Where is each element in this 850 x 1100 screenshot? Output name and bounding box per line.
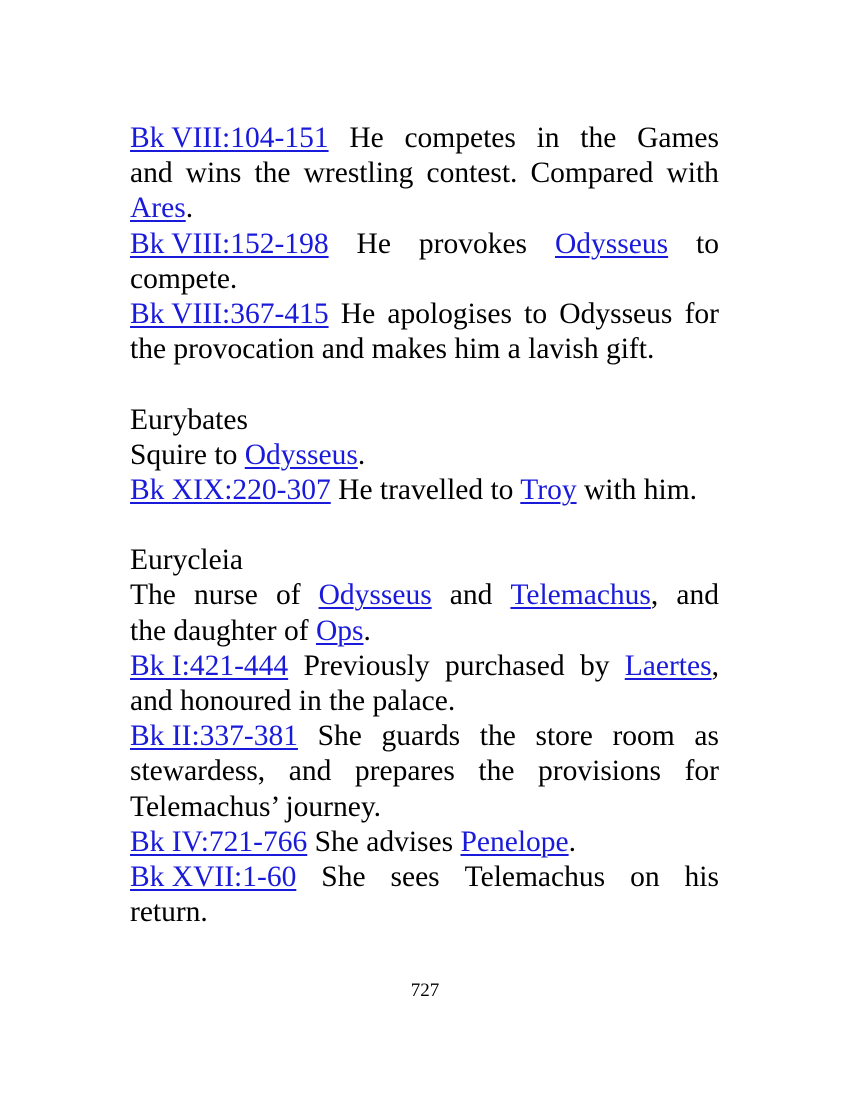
- body-text: guards: [381, 720, 461, 753]
- reference-link[interactable]: Bk XVII:1-60: [130, 860, 297, 893]
- reference-link[interactable]: Bk I:421-444: [130, 649, 289, 682]
- word-group: [666, 156, 718, 191]
- word-group: [358, 439, 365, 471]
- text-line: [130, 719, 719, 754]
- word-group: [130, 615, 316, 647]
- text-line: [130, 895, 719, 930]
- body-text: She: [317, 720, 362, 753]
- word-group: [524, 297, 547, 332]
- body-text: by: [579, 649, 610, 682]
- reference-link[interactable]: Bk VIII:104-151: [130, 122, 329, 154]
- body-text: the: [580, 122, 617, 154]
- body-text: .: [357, 438, 366, 471]
- word-group: [559, 297, 672, 332]
- word-group: [289, 754, 332, 789]
- word-group: [510, 578, 658, 613]
- body-text: He: [356, 227, 391, 260]
- body-text: stewardess,: [130, 755, 266, 788]
- word-group: [555, 227, 668, 262]
- word-group: [580, 649, 610, 684]
- body-text: .: [363, 614, 371, 647]
- body-text: apologises: [387, 297, 512, 330]
- word-group: [130, 826, 307, 858]
- body-text: Games: [637, 122, 719, 154]
- entry-block: [130, 543, 719, 930]
- word-group: [186, 156, 242, 191]
- punctuation: ,: [650, 579, 659, 612]
- body-text: the: [478, 755, 515, 788]
- body-text: prepares: [354, 755, 455, 788]
- body-text: in: [536, 122, 560, 154]
- body-text: Telemachus: [464, 860, 606, 893]
- reference-link[interactable]: Bk VIII:152-198: [130, 227, 329, 260]
- reference-link[interactable]: Odysseus: [555, 227, 669, 260]
- reference-link[interactable]: Troy: [520, 473, 577, 506]
- text-line: [130, 297, 719, 332]
- body-text: He: [349, 122, 384, 154]
- paragraph-gap: [130, 508, 719, 543]
- word-group: [130, 439, 245, 471]
- text-line: [130, 543, 719, 578]
- word-group: [130, 860, 296, 895]
- word-group: [419, 227, 527, 262]
- text-line: [130, 684, 719, 719]
- word-group: [276, 578, 301, 613]
- word-group: [130, 156, 173, 191]
- word-group: [331, 474, 521, 506]
- body-text: the: [254, 157, 291, 190]
- word-group: [130, 754, 265, 789]
- text-line: [130, 473, 719, 508]
- text-line: [130, 614, 719, 649]
- body-text: .: [568, 825, 576, 858]
- body-text: store: [535, 720, 593, 753]
- body-text: Odysseus: [559, 297, 673, 330]
- word-group: [391, 860, 440, 895]
- body-text: Compared: [530, 157, 654, 190]
- body-text: as: [694, 720, 719, 753]
- word-group: [130, 649, 288, 684]
- word-group: [130, 297, 329, 332]
- reference-link[interactable]: Odysseus: [244, 438, 358, 471]
- body-text: Eurycleia: [130, 544, 244, 577]
- entry-block: [130, 121, 719, 367]
- body-text: with him.: [576, 473, 698, 506]
- word-group: [130, 685, 455, 717]
- word-group: [130, 719, 298, 754]
- word-group: [676, 578, 719, 613]
- word-group: [130, 192, 186, 224]
- word-group: [460, 826, 568, 858]
- reference-link[interactable]: Penelope: [460, 825, 569, 858]
- reference-link[interactable]: Telemachus: [510, 579, 651, 612]
- body-text: The: [130, 579, 176, 612]
- word-group: [254, 156, 290, 191]
- reference-link[interactable]: Bk IV:721-766: [130, 825, 308, 858]
- body-text: She: [321, 860, 366, 893]
- body-text: contest.: [426, 157, 518, 190]
- word-group: [130, 404, 248, 436]
- word-group: [321, 860, 365, 895]
- word-group: [538, 754, 661, 789]
- word-group: [130, 227, 329, 262]
- word-group: [465, 860, 605, 895]
- body-text: his: [684, 860, 719, 893]
- body-text: compete.: [130, 262, 238, 295]
- body-text: for: [684, 297, 719, 330]
- word-group: [130, 791, 381, 823]
- body-text: wins: [185, 157, 242, 190]
- page-body: [130, 121, 719, 930]
- word-group: [478, 754, 514, 789]
- body-text: Previously: [303, 649, 430, 682]
- word-group: [537, 121, 560, 156]
- word-group: [303, 649, 429, 684]
- text-line: [130, 754, 719, 789]
- reference-link[interactable]: Ares: [130, 192, 186, 225]
- word-group: [194, 578, 258, 613]
- word-group: [480, 719, 516, 754]
- word-group: [130, 333, 654, 365]
- body-text: room: [612, 720, 675, 753]
- word-group: [535, 719, 592, 754]
- text-line: [130, 790, 719, 825]
- body-text: provokes: [418, 227, 528, 260]
- text-line: [130, 262, 719, 297]
- entry-block: [130, 403, 719, 509]
- reference-link[interactable]: Laertes: [624, 649, 712, 682]
- body-text: Telemachus’ journey.: [130, 790, 382, 823]
- word-group: [531, 156, 654, 191]
- body-text: and: [288, 755, 332, 788]
- word-group: [341, 297, 375, 332]
- text-line: [130, 403, 719, 438]
- word-group: [364, 615, 371, 647]
- word-group: [382, 719, 461, 754]
- text-line: [130, 121, 719, 156]
- body-text: to: [524, 297, 548, 330]
- word-group: [357, 227, 391, 262]
- body-text: .: [185, 192, 194, 225]
- text-line: [130, 227, 719, 262]
- text-line: [130, 649, 719, 684]
- word-group: [685, 754, 719, 789]
- body-text: wrestling: [303, 157, 414, 190]
- word-group: [349, 121, 383, 156]
- text-line: [130, 438, 719, 473]
- body-text: and: [130, 157, 173, 190]
- word-group: [569, 826, 576, 858]
- body-text: purchased: [445, 649, 565, 682]
- paragraph-gap: [130, 367, 719, 402]
- word-group: [637, 121, 719, 156]
- body-text: She advises: [307, 825, 461, 858]
- body-text: the daughter of: [130, 614, 316, 647]
- body-text: on: [630, 860, 660, 893]
- text-line: [130, 578, 719, 613]
- word-group: [316, 615, 364, 647]
- word-group: [577, 474, 697, 506]
- body-text: and honoured in the palace.: [130, 685, 456, 717]
- word-group: [355, 754, 455, 789]
- word-group: [307, 826, 460, 858]
- reference-link[interactable]: Ops: [315, 614, 364, 647]
- text-line: [130, 860, 719, 895]
- body-text: and: [676, 579, 719, 612]
- reference-link[interactable]: Bk XIX:220-307: [130, 473, 331, 506]
- reference-link[interactable]: Bk II:337-381: [130, 720, 298, 753]
- word-group: [520, 474, 576, 506]
- word-group: [685, 297, 719, 332]
- text-line: [130, 156, 719, 191]
- body-text: and: [449, 579, 493, 612]
- word-group: [318, 719, 362, 754]
- word-group: [130, 896, 208, 928]
- body-text: nurse: [193, 579, 258, 612]
- text-line: [130, 332, 719, 367]
- word-group: [426, 156, 517, 191]
- body-text: provisions: [538, 755, 661, 788]
- word-group: [186, 192, 193, 224]
- word-group: [685, 860, 719, 895]
- body-text: return.: [130, 896, 208, 929]
- body-text: for: [684, 755, 719, 788]
- word-group: [612, 719, 674, 754]
- body-text: the provocation and makes him a lavish gift.: [130, 333, 655, 366]
- body-text: with: [666, 157, 719, 190]
- word-group: [130, 121, 329, 156]
- word-group: [130, 578, 176, 613]
- word-group: [625, 649, 719, 684]
- word-group: [694, 719, 719, 754]
- body-text: of: [275, 579, 301, 612]
- word-group: [130, 263, 237, 295]
- body-text: the: [479, 720, 516, 753]
- word-group: [245, 439, 358, 471]
- body-text: competes: [404, 122, 516, 154]
- word-group: [130, 544, 243, 576]
- word-group: [387, 297, 512, 332]
- text-line: [130, 825, 719, 860]
- body-text: sees: [390, 860, 440, 893]
- word-group: [630, 860, 660, 895]
- page-number: 727: [410, 980, 440, 1001]
- word-group: [445, 649, 565, 684]
- body-text: He travelled to: [330, 473, 521, 506]
- word-group: [304, 156, 414, 191]
- word-group: [130, 474, 331, 506]
- word-group: [580, 121, 616, 156]
- body-text: Squire to: [130, 438, 245, 471]
- reference-link[interactable]: Odysseus: [318, 579, 432, 612]
- body-text: to: [696, 227, 719, 260]
- body-text: He: [340, 297, 376, 330]
- reference-link[interactable]: Bk VIII:367-415: [130, 297, 329, 330]
- word-group: [319, 578, 432, 613]
- body-text: Eurybates: [130, 403, 248, 436]
- word-group: [450, 578, 493, 613]
- word-group: [404, 121, 515, 156]
- text-line: [130, 191, 719, 226]
- punctuation: ,: [711, 649, 719, 682]
- word-group: [696, 227, 719, 262]
